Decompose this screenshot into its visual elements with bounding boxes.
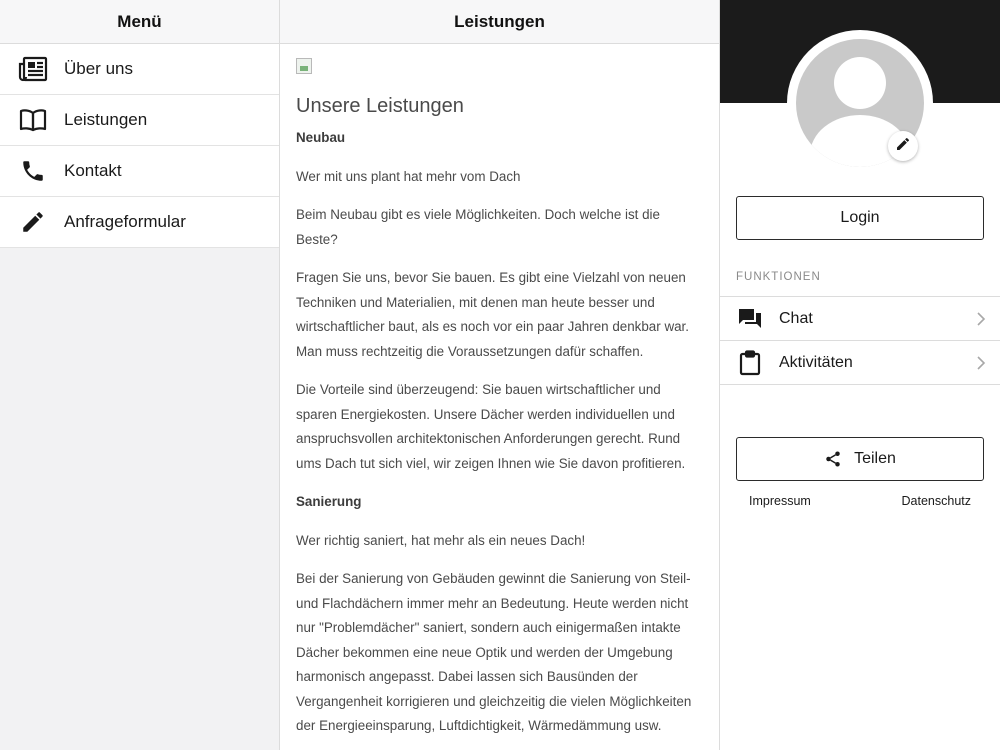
menu-item-kontakt[interactable] (0, 146, 279, 197)
menu-item-label: Über uns (64, 59, 133, 78)
profile-panel (720, 0, 1000, 750)
side-menu (0, 0, 280, 750)
paragraph: Beim Neubau gibt es viele Möglichkeiten. Doch welche ist die Beste? (296, 207, 660, 247)
menu-item-leistungen[interactable] (0, 95, 279, 146)
pencil-icon (895, 136, 911, 157)
footer-links (720, 494, 1000, 508)
login-button[interactable]: Login (736, 196, 984, 240)
paragraph: Die Vorteile sind überzeugend: Sie bauen wirtschaftlicher und sparen Energiekosten. Unsere Dächer werden individuellen und anspruchsvollen architektonischen Anforderungen gerecht. Rund ums Dach tut sich viel, wir zeigen Ihnen wie Sie davon profitieren. (296, 382, 686, 471)
datenschutz-link[interactable]: Datenschutz (901, 494, 971, 508)
clipboard-icon (737, 350, 763, 376)
paragraph: Wer richtig saniert, hat mehr als ein neues Dach! (296, 532, 586, 548)
content-header-title: Leistungen (280, 0, 719, 44)
paragraph: Wer mit uns plant hat mehr vom Dach (296, 168, 521, 184)
paragraph: Bei der Sanierung von Gebäuden gewinnt die Sanierung von Steil- und Flachdächern immer mehr an Bedeutung. Heute werden nicht nur "Problemdächer" saniert, sondern auch einigermaßen intakte Dächer bekommen eine neue Optik und werden der Umgebung harmonisch angepasst. Dabei lassen sich Bausünden der Vergangenheit korrigieren und gleichzeitig die vielen Möglichkeiten der Energieeinsparung, Luftdichtigkeit, Wärmedämmung usw. (296, 571, 692, 733)
function-item-label: Chat (779, 309, 813, 327)
chevron-right-icon (976, 355, 986, 376)
edit-avatar-button[interactable] (888, 131, 918, 161)
share-button[interactable] (736, 437, 984, 481)
book-icon (18, 105, 48, 135)
menu-list (0, 44, 279, 248)
pencil-icon (18, 207, 48, 237)
menu-item-ueber-uns[interactable] (0, 44, 279, 95)
menu-item-label: Kontakt (64, 161, 122, 180)
share-button-label: Teilen (854, 450, 896, 467)
function-item-chat[interactable] (720, 297, 1000, 341)
section-heading-sanierung: Sanierung (296, 494, 362, 509)
function-item-label: Aktivitäten (779, 353, 853, 371)
content-pane (280, 0, 720, 750)
content-body[interactable] (280, 44, 719, 739)
newspaper-icon (18, 54, 48, 84)
menu-item-anfrageformular[interactable] (0, 197, 279, 248)
function-item-aktivitaeten[interactable] (720, 341, 1000, 385)
chat-icon (737, 306, 763, 332)
section-heading-neubau: Neubau (296, 130, 346, 145)
menu-item-label: Anfrageformular (64, 212, 186, 231)
broken-image-icon (296, 58, 312, 74)
phone-icon (18, 156, 48, 186)
menu-title: Menü (0, 0, 279, 44)
page-title: Unsere Leistungen (296, 95, 464, 117)
chevron-right-icon (976, 311, 986, 332)
share-icon (824, 450, 842, 468)
functions-list (720, 296, 1000, 385)
paragraph: Fragen Sie uns, bevor Sie bauen. Es gibt eine Vielzahl von neuen Techniken und Materialien, mit denen man heute besser und wirtschaftlicher baut, als es noch vor ein paar Jahren denkbar war. Man muss rechtzeitig die Voraussetzungen dafür schaffen. (296, 270, 689, 359)
menu-item-label: Leistungen (64, 110, 148, 129)
impressum-link[interactable]: Impressum (749, 494, 811, 508)
functions-section-label: FUNKTIONEN (736, 271, 821, 283)
